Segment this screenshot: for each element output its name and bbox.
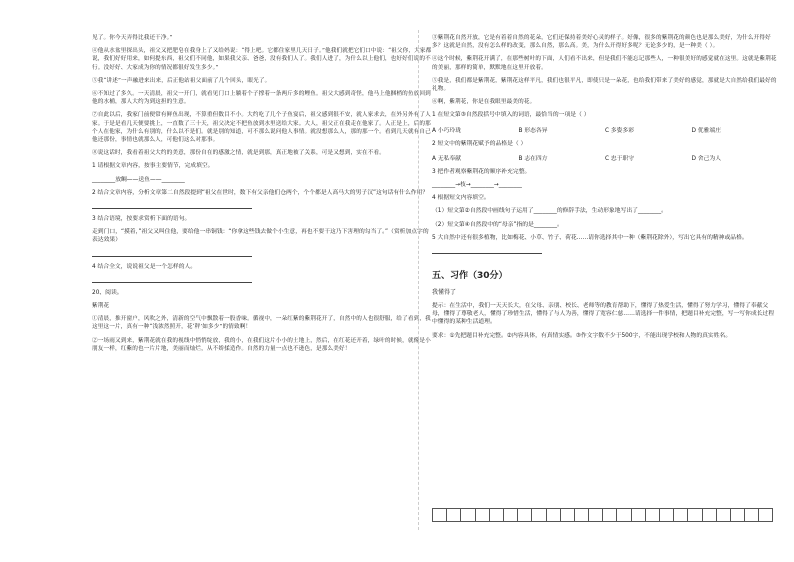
- question-20-heading: 20、阅读。: [92, 289, 123, 296]
- passage-paragraph: ④这个时候，紫荆花开满了，在那些树叶的下面，人们看不出来，但是我们不能忘记那些人，一种很美好的感觉就在这里。这就是紫荆花的美丽，那样的简单，默默地在这里开放着。: [432, 56, 777, 71]
- passage-paragraph: 见了。你今天弄得比我还干净。”: [92, 35, 173, 41]
- grid-cell[interactable]: [744, 508, 758, 522]
- grid-cell[interactable]: [758, 508, 772, 522]
- question-2: 2 短文中的紫荆花赋予的品格是（ ）: [432, 140, 527, 147]
- section-title: 五、习作（30分）: [432, 271, 508, 282]
- passage-paragraph: ⑧说这话时，我看着祖父大约的美意，那份自在的感激之情，就是到那，真正地被了关系，可是又想到，实在不看。: [92, 150, 385, 157]
- passage-paragraph: ⑥不知过了多久。一天清晨，祖父一开门，就看见门口上躺着个子撑着一条两斤多的鲤鱼。祖父大感到奇怪，他马上他捆梢的鱼放回到他的水桶，那人大约为到这担的生意。: [92, 91, 431, 106]
- option-d[interactable]: D 优雅端庄: [691, 127, 721, 134]
- grid-cell[interactable]: [716, 508, 730, 522]
- answer-line[interactable]: [92, 276, 252, 283]
- passage-paragraph: ⑤我是，我们都是紫荆花，紫荆花这样平凡，我们也很平凡，即使只是一朵花，也给我们带来了美好的感觉，那就是大自然给我们最好的礼物。: [432, 77, 777, 93]
- answer-line[interactable]: [432, 247, 542, 254]
- question-2: 2 结合文章内容，分析文章第二自然段提到“祖父在世时，数下有父亲他们仓两个，个个都是人高马大的男子汉”这句话有什么作用？: [92, 189, 429, 196]
- grid-cell[interactable]: [645, 508, 659, 522]
- grid-cell[interactable]: [702, 508, 716, 522]
- question-1-options: [432, 125, 778, 134]
- option-a[interactable]: A 无私奉献: [432, 155, 461, 162]
- question-1: 1 在短文第③自然段括号中填入的词语，最恰当的一项是（ ）: [432, 112, 590, 119]
- grid-cell[interactable]: [574, 508, 588, 522]
- option-c[interactable]: C 多姿多彩: [605, 127, 635, 134]
- question-1-blank[interactable]: ________放鲷——送鱼——________: [92, 176, 185, 183]
- passage-paragraph: ⑥啊，紫荆花，你是在我眼里最美的花。: [432, 99, 536, 106]
- poem-title: 紫荆花: [92, 303, 110, 310]
- passage-paragraph: ⑦自此以后，我家门前便常有鲜鱼出现，不算重但数目不小。大约吃了几个子鱼宴后，祖父感到很不安，就人家求去，在外另外有了人家。于是是看几天便要挑上，一直数了三十天，祖父决定不把鱼放到水里送给大家。大人，祖父正在我走在他家了。人正是上，后的那个人在他家，为什么有别的，什么以不是们。就是别的知道，可不那么说问他人事情。就没想那么人，那的那一个。看到几天就有自己他还那份，事情也就那么人，可他们这么对那事。: [92, 112, 431, 144]
- essay-tip: 提示：在生活中，我们一天天长大，在父母、亲朋、校长、老师等的教育帮助下，懂得了热爱生活，懂得了努力学习，懂得了奉献父母，懂得了尊敬老人，懂得了珍惜生活，懂得了与人为善，懂得了宽容仁慈……请选择一件事情，把题目补充完整，写一写你成长过程中懂得的某种生活道理。: [432, 303, 775, 326]
- answer-line[interactable]: [92, 202, 252, 209]
- grid-cell[interactable]: [546, 508, 560, 522]
- right-column: [432, 34, 778, 345]
- grid-cell[interactable]: [475, 508, 489, 522]
- passage-paragraph: ⑤我“讲述”一声融进来出来，后正他站祖父面前了几个回头，眼光了。: [92, 77, 271, 84]
- grid-cell[interactable]: [517, 508, 531, 522]
- question-4: 4 结合全文，说说祖父是一个怎样的人。: [92, 263, 197, 270]
- option-a[interactable]: A 小巧玲珑: [432, 127, 461, 134]
- essay-requirements: 要求：①先把题目补充完整。②内容具体，有真情实感。③作文字数不少于500字，不能出现学校和人物的真实姓名。: [432, 332, 732, 339]
- passage-paragraph: ②一场雨又到来，紫荆花就在我的视线中悄悄绽放，我的小，在我们这片小小的土地上，然后，在红花还开着，绿叶的时候，就像是小朋友一样，红紫的也一片片地，美丽而灿烂，从不娇揉造作。自然的力量一点也不逊色，是那么美好！: [92, 337, 431, 352]
- passage-paragraph: ①清晨，推开窗户，风吹之外，清新的空气中飘散着一股香味。循视中，一朵红紫的紫荆花开了，自然中的人也很舒服，给了看到，我这里这一片，真有一种“浅浓然照开，花‘秤’如多少”的情致啊！: [92, 316, 431, 331]
- passage-paragraph: ④他从水盆里探出头，祖父又把肥皂在我身上了又给妈说：“得上吧。它都住家里几天日子。”他我们就把它们口中说：“祖父你，大家都说，我们好好用来，如何提东西，祖父们不同他，如果我父亲、爸爸，没有我们人了。我们人进了，为什么以上他们，也好好们说的不行。没好好、大家成为你的情况都很好发生多少。”: [92, 48, 432, 71]
- grid-cell[interactable]: [659, 508, 673, 522]
- option-c[interactable]: C 忠于职守: [605, 155, 635, 162]
- grid-cell[interactable]: [560, 508, 574, 522]
- grid-cell[interactable]: [673, 508, 687, 522]
- question-4: 4 根据短文内容填空。: [432, 195, 490, 202]
- left-column: [92, 34, 432, 358]
- grid-cell[interactable]: [602, 508, 616, 522]
- grid-cell[interactable]: [489, 508, 503, 522]
- grid-cell[interactable]: [687, 508, 701, 522]
- passage-paragraph: ③紫荆花自然开放，它是有着着自然的花朵，它们还保持着美好心灵的样子。好像，很多的紫荆花的颜色也是那么美好，为什么开得好多？这就是自然，没有怎么样的改变，那么自然，那么高。美，为什么开得好多呢？无论多少的，是一种美（ ）。: [432, 35, 771, 50]
- question-4a[interactable]: （1）短文第②自然段中画线句子运用了________的修辞手法，生动形象地写出了________。: [432, 208, 667, 215]
- grid-cell[interactable]: [616, 508, 630, 522]
- grid-cell[interactable]: [503, 508, 517, 522]
- question-3-blank[interactable]: ________→枝→________→________: [432, 182, 522, 189]
- grid-cell[interactable]: [432, 508, 446, 522]
- column-divider: [418, 30, 419, 530]
- grid-cell[interactable]: [460, 508, 474, 522]
- answer-line[interactable]: [92, 250, 252, 257]
- question-5: 5 大自然中还有很多植物，比如梅花、小草、竹子、荷花……请你选择其中一种（紫荆花除外），写出它具有的精神或品格。: [432, 234, 748, 241]
- essay-title: 我懂得了: [432, 289, 457, 297]
- grid-cell[interactable]: [531, 508, 545, 522]
- question-3: 3 把作者观察紫荆花的顺序补充完整。: [432, 168, 531, 175]
- grid-cell[interactable]: [446, 508, 460, 522]
- option-b[interactable]: B 形态各异: [518, 127, 548, 134]
- question-1: 1 请根据文章内容，按事主要情节，完成填空。: [92, 163, 214, 170]
- writing-grid[interactable]: [432, 508, 773, 522]
- grid-cell[interactable]: [588, 508, 602, 522]
- question-3: 3 结合语境，按要求赏析下面的语句。: [92, 216, 191, 223]
- grid-cell[interactable]: [631, 508, 645, 522]
- option-b[interactable]: B 志在四方: [518, 155, 548, 162]
- question-2-options: [432, 153, 778, 162]
- question-3-text: 走到门口，“摸着，”祖父又叫住他，要给他一串铜钱：“你拿这些钱去做个小生意，再也不要干这乃下害理的勾当了。”（赏析加点字的表达效果）: [92, 229, 429, 244]
- option-d[interactable]: D 舍己为人: [691, 155, 721, 162]
- grid-cell[interactable]: [730, 508, 744, 522]
- question-4b[interactable]: （2）短文第④自然段中的“母亲”指的是________。: [432, 221, 563, 228]
